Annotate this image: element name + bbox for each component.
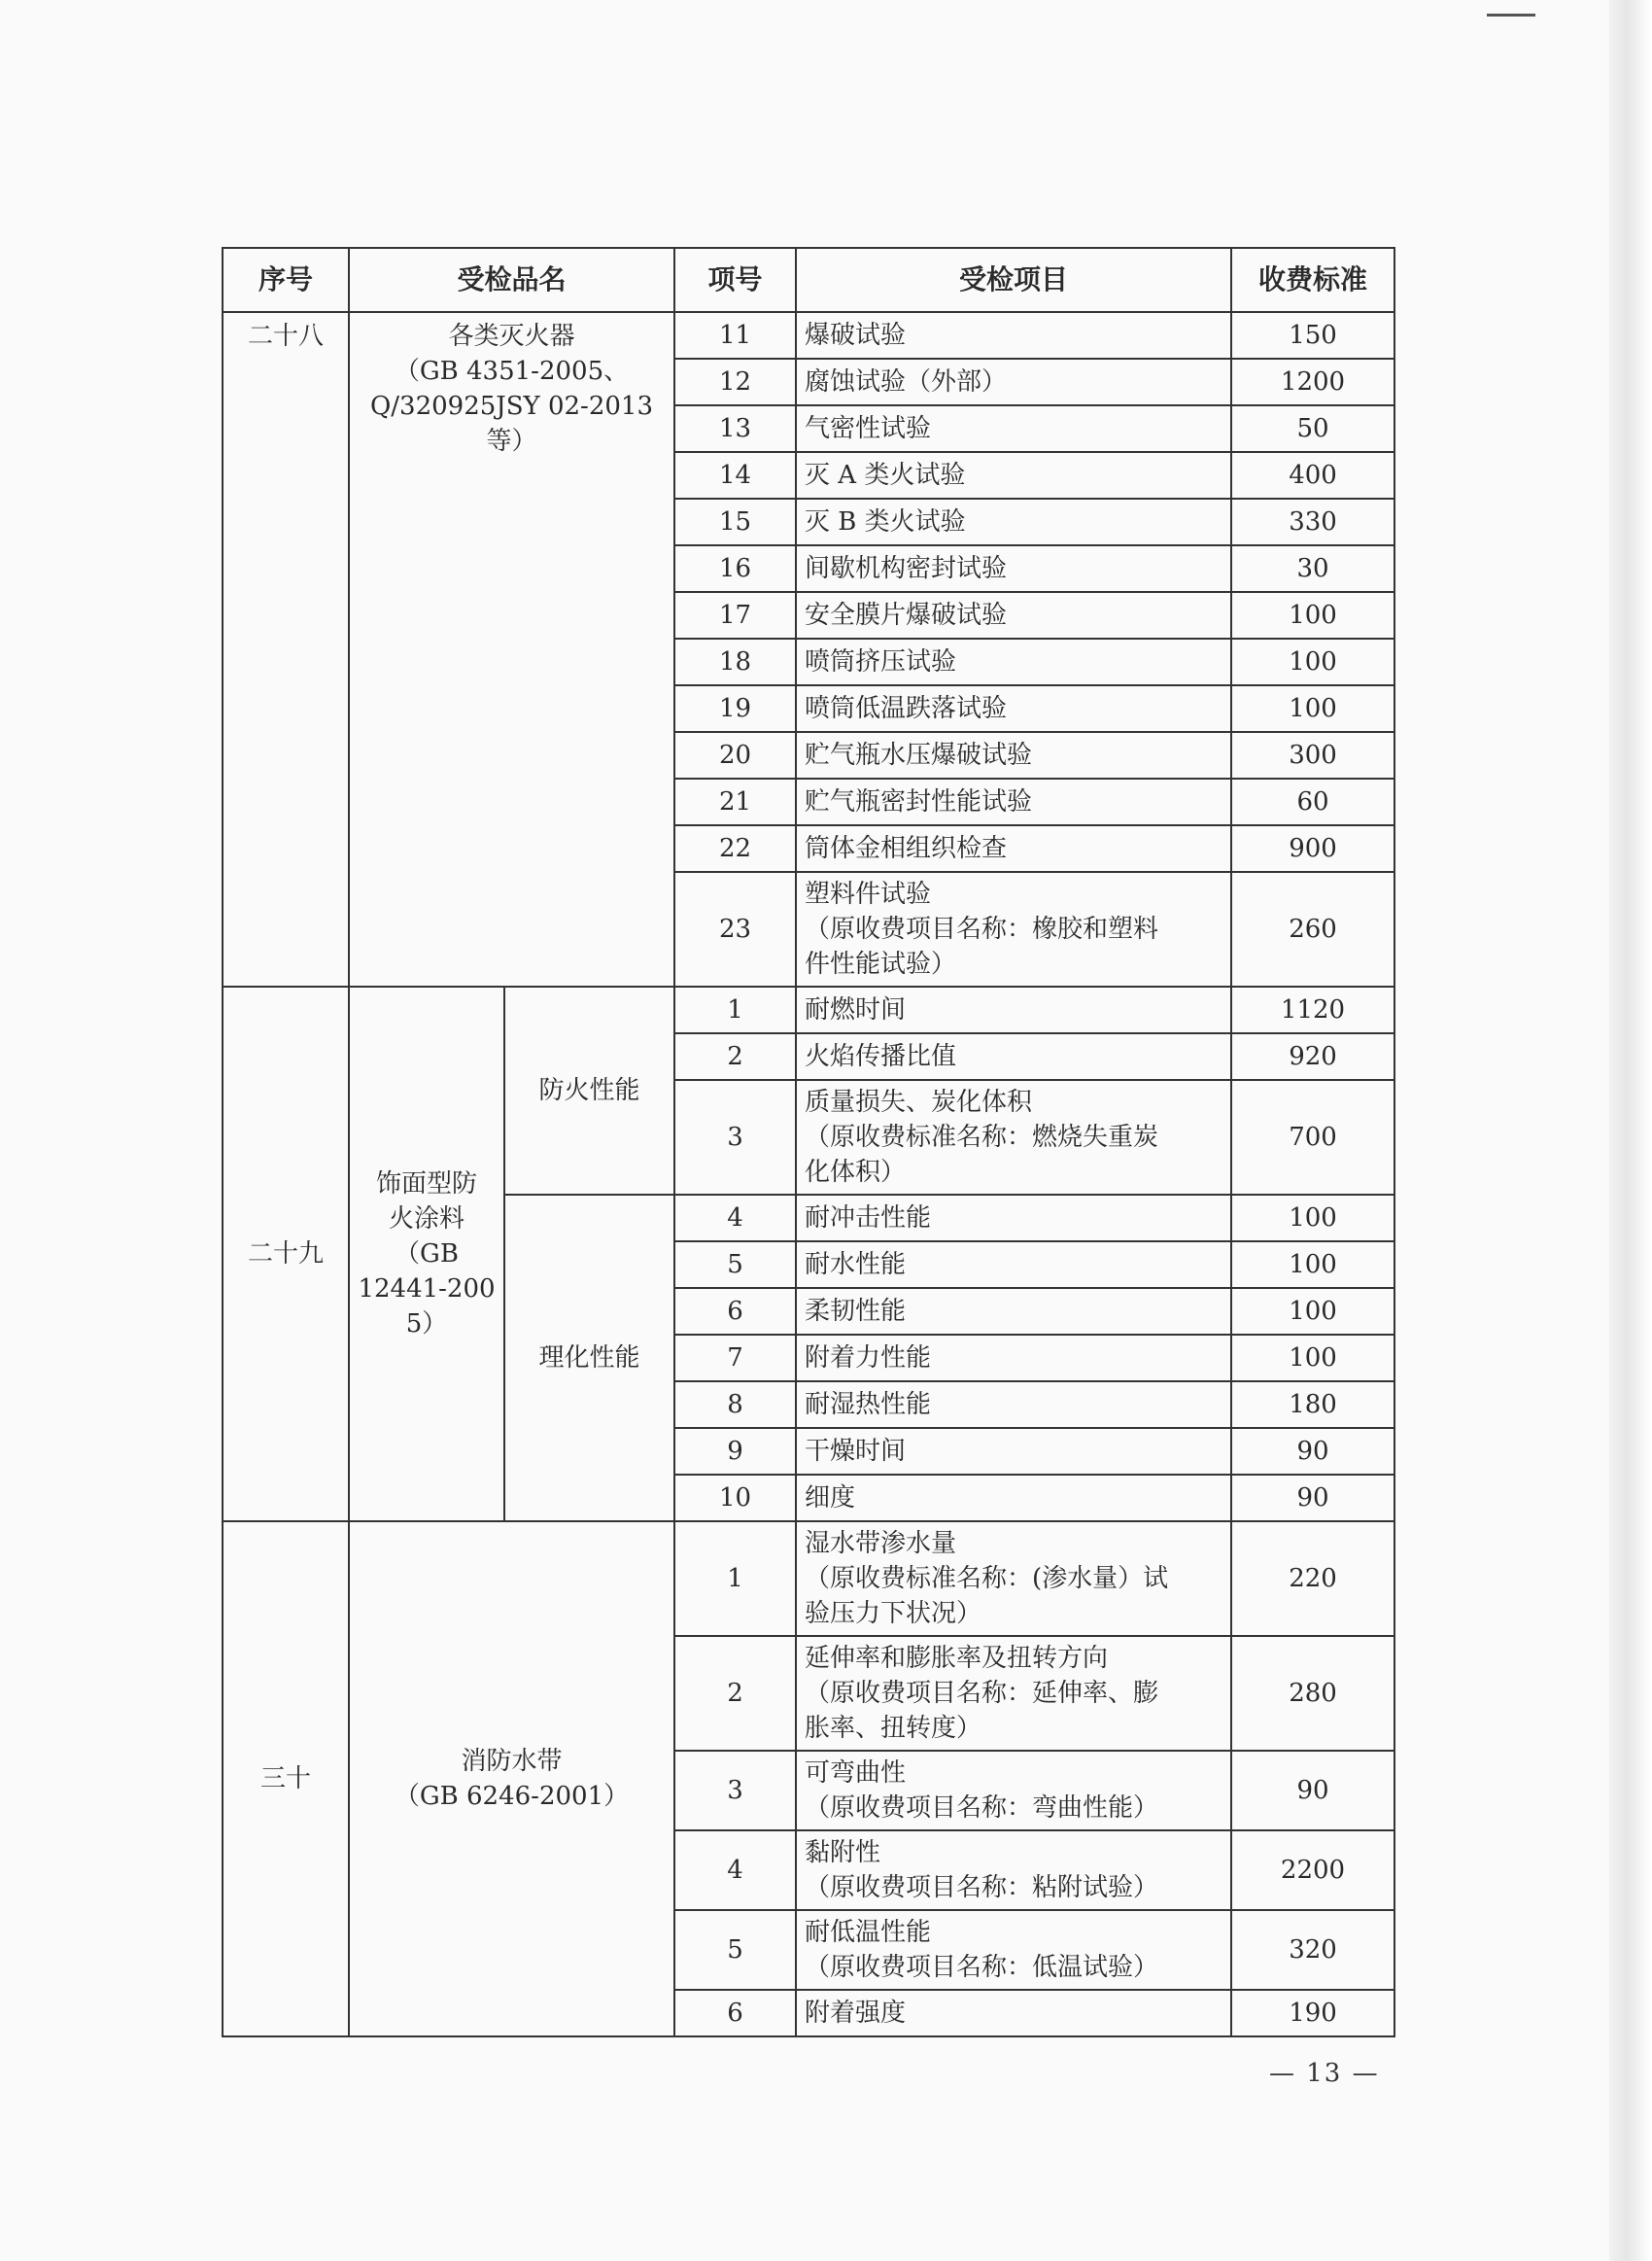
header-product: 受检品名 <box>349 248 674 312</box>
inspection-item <box>796 545 1231 592</box>
item-number: 20 <box>674 732 796 779</box>
inspection-item <box>796 1990 1231 2036</box>
fee-value: 700 <box>1231 1080 1394 1195</box>
inspection-item-line: （原收费项目名称：弯曲性能） <box>805 1793 1159 1823</box>
inspection-item <box>796 1751 1231 1830</box>
inspection-item-line: 化体积） <box>805 1158 907 1187</box>
product-name <box>349 1521 674 2036</box>
product-name-line: 5） <box>405 1309 448 1339</box>
inspection-item-line: 细度 <box>805 1483 856 1513</box>
inspection-item-line: （原收费项目名称：低温试验） <box>805 1953 1159 1982</box>
scan-mark <box>1487 14 1535 17</box>
inspection-item <box>796 1381 1231 1428</box>
item-number: 6 <box>674 1288 796 1335</box>
product-name-line: Q/320925JSY 02-2013 <box>369 392 654 421</box>
fee-standard-table <box>222 247 1395 2037</box>
sub-category: 理化性能 <box>504 1195 674 1521</box>
fee-value: 60 <box>1231 779 1394 825</box>
inspection-item-line: 喷筒挤压试验 <box>805 647 957 677</box>
item-number: 13 <box>674 405 796 452</box>
fee-value: 150 <box>1231 312 1394 359</box>
inspection-item <box>796 825 1231 872</box>
inspection-item <box>796 872 1231 987</box>
inspection-item-line: 湿水带渗水量 <box>805 1529 957 1558</box>
item-number: 22 <box>674 825 796 872</box>
inspection-item <box>796 1428 1231 1475</box>
inspection-item-line: 气密性试验 <box>805 414 932 443</box>
fee-value: 1200 <box>1231 359 1394 405</box>
group-seq: 二十八 <box>223 312 349 987</box>
fee-value: 190 <box>1231 1990 1394 2036</box>
item-number: 4 <box>674 1195 796 1241</box>
item-number: 3 <box>674 1080 796 1195</box>
item-number: 9 <box>674 1428 796 1475</box>
fee-value: 100 <box>1231 1195 1394 1241</box>
inspection-item <box>796 1335 1231 1381</box>
inspection-item-line: （原收费项目名称：延伸率、膨 <box>805 1679 1159 1708</box>
item-number: 23 <box>674 872 796 987</box>
inspection-item <box>796 987 1231 1033</box>
product-name-line: 12441-200 <box>358 1274 496 1304</box>
inspection-item <box>796 359 1231 405</box>
fee-value: 220 <box>1231 1521 1394 1636</box>
inspection-item-line: 火焰传播比值 <box>805 1042 957 1071</box>
inspection-item-line: 灭 A 类火试验 <box>805 461 966 490</box>
inspection-item-line: 塑料件试验 <box>805 880 932 909</box>
fee-value: 90 <box>1231 1428 1394 1475</box>
item-number: 3 <box>674 1751 796 1830</box>
inspection-item-line: 质量损失、炭化体积 <box>805 1088 1033 1117</box>
item-number: 14 <box>674 452 796 499</box>
product-name-line: 各类灭火器 <box>448 322 575 351</box>
inspection-item-line: 延伸率和膨胀率及扭转方向 <box>805 1644 1109 1673</box>
fee-value: 900 <box>1231 825 1394 872</box>
inspection-item-line: 柔韧性能 <box>805 1297 907 1326</box>
inspection-item <box>796 1521 1231 1636</box>
inspection-item <box>796 732 1231 779</box>
item-number: 18 <box>674 639 796 685</box>
inspection-item-line: 喷筒低温跌落试验 <box>805 694 1008 723</box>
fee-value: 90 <box>1231 1475 1394 1521</box>
fee-value: 30 <box>1231 545 1394 592</box>
inspection-item <box>796 1195 1231 1241</box>
inspection-item-line: 耐低温性能 <box>805 1918 932 1947</box>
inspection-item-line: （原收费标准名称：(渗水量）试 <box>805 1564 1169 1593</box>
inspection-item <box>796 499 1231 545</box>
fee-value: 2200 <box>1231 1830 1394 1910</box>
table-header-row <box>223 248 1394 312</box>
fee-value: 100 <box>1231 1335 1394 1381</box>
header-no: 项号 <box>674 248 796 312</box>
product-name-line: 等） <box>486 427 537 456</box>
item-number: 4 <box>674 1830 796 1910</box>
item-number: 17 <box>674 592 796 639</box>
fee-value: 50 <box>1231 405 1394 452</box>
inspection-item-line: （原收费项目名称：橡胶和塑料 <box>805 915 1159 944</box>
inspection-item-line: 灭 B 类火试验 <box>805 507 966 537</box>
item-number: 1 <box>674 987 796 1033</box>
sub-category: 防火性能 <box>504 987 674 1195</box>
fee-value: 400 <box>1231 452 1394 499</box>
inspection-item-line: 胀率、扭转度） <box>805 1714 982 1743</box>
inspection-item-line: 间歇机构密封试验 <box>805 554 1008 583</box>
item-number: 6 <box>674 1990 796 2036</box>
fee-value: 100 <box>1231 1241 1394 1288</box>
fee-value: 330 <box>1231 499 1394 545</box>
table-row <box>223 987 1394 1033</box>
inspection-item-line: 贮气瓶密封性能试验 <box>805 787 1033 817</box>
table-row <box>223 1521 1394 1636</box>
inspection-item-line: 干燥时间 <box>805 1437 907 1466</box>
inspection-item-line: 爆破试验 <box>805 321 907 350</box>
item-number: 1 <box>674 1521 796 1636</box>
table-row <box>223 312 1394 359</box>
group-seq: 三十 <box>223 1521 349 2036</box>
inspection-item <box>796 1241 1231 1288</box>
inspection-item-line: 贮气瓶水压爆破试验 <box>805 741 1033 770</box>
group-seq: 二十九 <box>223 987 349 1521</box>
product-name <box>349 987 504 1521</box>
fee-value: 100 <box>1231 639 1394 685</box>
inspection-item-line: 耐水性能 <box>805 1250 907 1279</box>
item-number: 11 <box>674 312 796 359</box>
inspection-item <box>796 452 1231 499</box>
inspection-item-line: 黏附性 <box>805 1838 881 1867</box>
inspection-item-line: 附着力性能 <box>805 1343 932 1373</box>
fee-value: 320 <box>1231 1910 1394 1990</box>
product-name-line: 消防水带 <box>461 1747 563 1776</box>
inspection-item <box>796 639 1231 685</box>
fee-value: 1120 <box>1231 987 1394 1033</box>
inspection-item-line: 耐湿热性能 <box>805 1390 932 1419</box>
product-name-line: （GB 6246-2001） <box>394 1782 630 1811</box>
inspection-item <box>796 1475 1231 1521</box>
inspection-item <box>796 779 1231 825</box>
item-number: 5 <box>674 1910 796 1990</box>
inspection-item <box>796 1636 1231 1751</box>
item-number: 12 <box>674 359 796 405</box>
product-name-line: （GB 4351-2005、 <box>394 357 630 386</box>
inspection-item <box>796 592 1231 639</box>
inspection-item <box>796 1033 1231 1080</box>
inspection-item-line: 可弯曲性 <box>805 1758 907 1788</box>
fee-value: 90 <box>1231 1751 1394 1830</box>
fee-value: 300 <box>1231 732 1394 779</box>
header-item: 受检项目 <box>796 248 1231 312</box>
inspection-item <box>796 1830 1231 1910</box>
product-name-line: 火涂料 <box>388 1204 465 1234</box>
inspection-item <box>796 1080 1231 1195</box>
fee-value: 180 <box>1231 1381 1394 1428</box>
page-number: — 13 — <box>1269 2059 1380 2088</box>
inspection-item-line: 安全膜片爆破试验 <box>805 601 1008 630</box>
fee-value: 280 <box>1231 1636 1394 1751</box>
item-number: 2 <box>674 1636 796 1751</box>
inspection-item-line: 附着强度 <box>805 1999 907 2028</box>
inspection-item <box>796 312 1231 359</box>
product-name <box>349 312 674 987</box>
item-number: 7 <box>674 1335 796 1381</box>
item-number: 2 <box>674 1033 796 1080</box>
fee-value: 100 <box>1231 592 1394 639</box>
item-number: 16 <box>674 545 796 592</box>
fee-value: 100 <box>1231 685 1394 732</box>
product-name-line: （GB <box>395 1239 459 1269</box>
inspection-item-line: 耐冲击性能 <box>805 1203 932 1233</box>
inspection-item-line: （原收费项目名称：粘附试验） <box>805 1873 1159 1902</box>
fee-value: 260 <box>1231 872 1394 987</box>
inspection-item-line: 耐燃时间 <box>805 995 907 1025</box>
inspection-item <box>796 1910 1231 1990</box>
header-fee: 收费标准 <box>1231 248 1394 312</box>
inspection-item <box>796 1288 1231 1335</box>
inspection-item-line: （原收费标准名称：燃烧失重炭 <box>805 1123 1159 1152</box>
fee-value: 100 <box>1231 1288 1394 1335</box>
product-name-line: 饰面型防 <box>375 1169 477 1199</box>
inspection-item-line: 验压力下状况） <box>805 1599 982 1628</box>
item-number: 5 <box>674 1241 796 1288</box>
fee-value: 920 <box>1231 1033 1394 1080</box>
inspection-item <box>796 405 1231 452</box>
inspection-item-line: 件性能试验） <box>805 950 957 979</box>
inspection-item <box>796 685 1231 732</box>
item-number: 19 <box>674 685 796 732</box>
item-number: 21 <box>674 779 796 825</box>
header-seq: 序号 <box>223 248 349 312</box>
item-number: 15 <box>674 499 796 545</box>
item-number: 10 <box>674 1475 796 1521</box>
item-number: 8 <box>674 1381 796 1428</box>
page-edge-shadow <box>1609 0 1652 2261</box>
inspection-item-line: 腐蚀试验（外部） <box>805 367 1008 397</box>
inspection-item-line: 筒体金相组织检查 <box>805 834 1008 863</box>
